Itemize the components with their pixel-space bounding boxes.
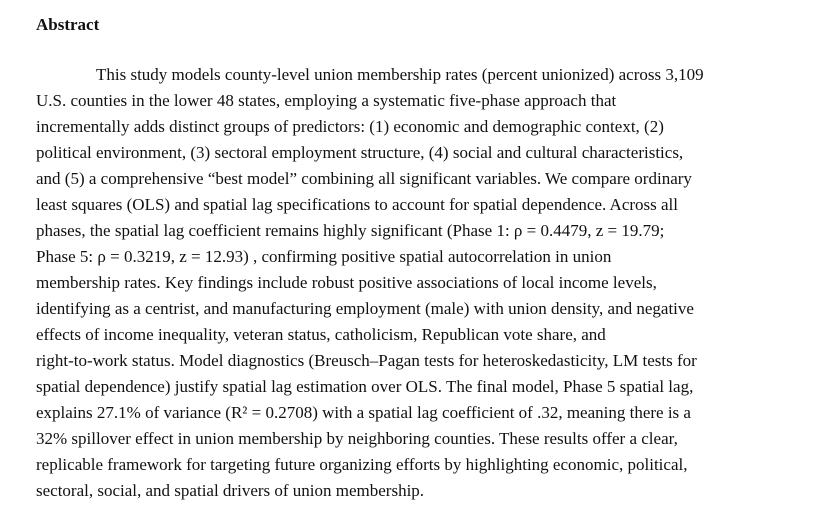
abstract-line: Phase 5: ρ = 0.3219, z = 12.93) , confirming positive spatial autocorrelation in union	[36, 247, 612, 266]
abstract-line: effects of income inequality, veteran status, catholicism, Republican vote share, and	[36, 325, 606, 344]
abstract-paragraph	[36, 62, 816, 504]
abstract-line: This study models county-level union membership rates (percent unionized) across 3,109	[96, 65, 704, 84]
abstract-line: political environment, (3) sectoral employment structure, (4) social and cultural characteristics,	[36, 143, 684, 162]
abstract-line: identifying as a centrist, and manufacturing employment (male) with union density, and negative	[36, 299, 694, 318]
abstract-line: spatial dependence) justify spatial lag estimation over OLS. The final model, Phase 5 spatial lag,	[36, 377, 694, 396]
abstract-line: U.S. counties in the lower 48 states, employing a systematic five-phase approach that	[36, 91, 617, 110]
abstract-line: right-to-work status. Model diagnostics (Breusch–Pagan tests for heteroskedasticity, LM tests for	[36, 351, 697, 370]
abstract-line: explains 27.1% of variance (R² = 0.2708) with a spatial lag coefficient of .32, meaning there is a	[36, 403, 691, 422]
abstract-line: least squares (OLS) and spatial lag specifications to account for spatial dependence. Across all	[36, 195, 679, 214]
abstract-line: phases, the spatial lag coefficient remains highly significant (Phase 1: ρ = 0.4479, z = 19.79;	[36, 221, 665, 240]
abstract-line: membership rates. Key findings include robust positive associations of local income levels,	[36, 273, 657, 292]
abstract-line: sectoral, social, and spatial drivers of union membership.	[36, 481, 425, 500]
abstract-line: replicable framework for targeting future organizing efforts by highlighting economic, political,	[36, 455, 688, 474]
abstract-line: incrementally adds distinct groups of predictors: (1) economic and demographic context, (2)	[36, 117, 664, 136]
abstract-line: 32% spillover effect in union membership by neighboring counties. These results offer a clear,	[36, 429, 678, 448]
abstract-heading: Abstract	[36, 15, 100, 34]
abstract-line: and (5) a comprehensive “best model” combining all significant variables. We compare ordinary	[36, 169, 692, 188]
